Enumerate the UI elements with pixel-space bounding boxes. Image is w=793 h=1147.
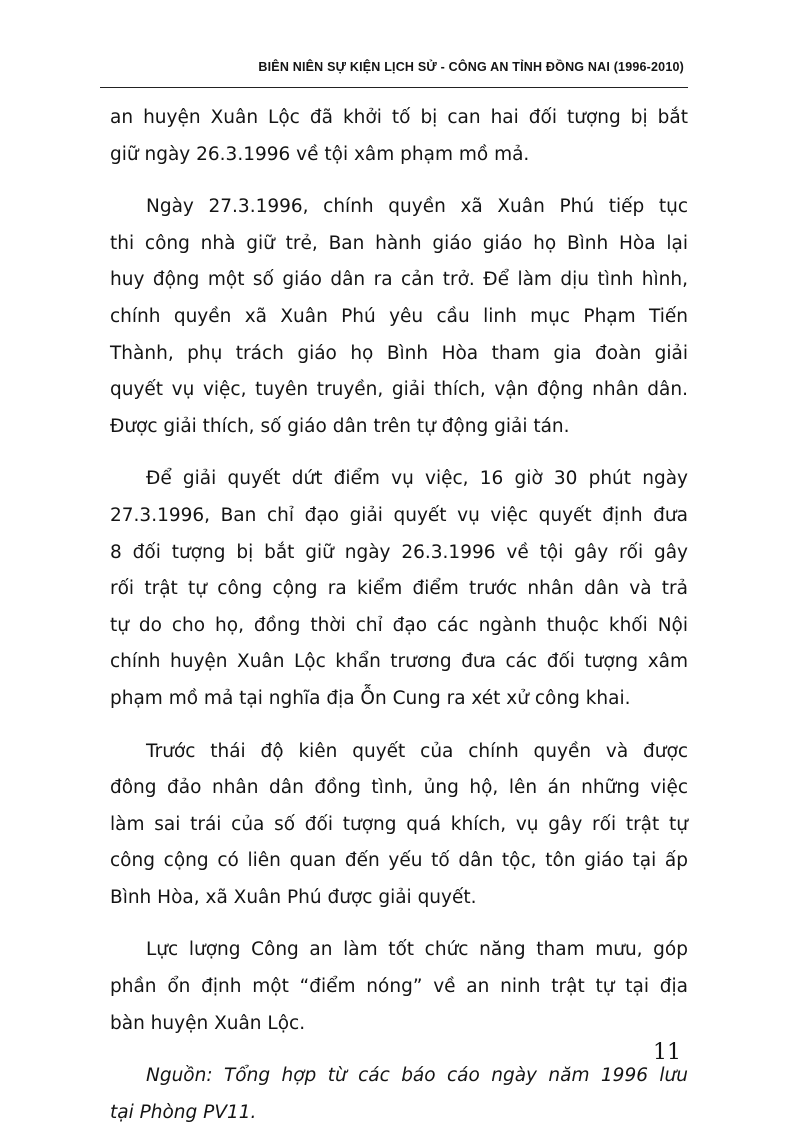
paragraph [110,734,688,917]
text-line: an huyện Xuân Lộc đã khởi tố bị can hai đối tượng bị bắt [110,107,688,128]
text-line: Trước thái độ kiên quyết của chính quyền và được [146,740,688,762]
text-line: bàn huyện Xuân Lộc. [110,1012,306,1034]
paragraph [110,932,688,1042]
text-line: Thành, phụ trách giáo họ Bình Hòa tham gia đoàn giải [110,342,688,364]
text-line: Bình Hòa, xã Xuân Phú được giải quyết. [110,886,477,908]
running-title: BIÊN NIÊN SỰ KIỆN LỊCH SỬ - CÔNG AN TỈNH ĐỒNG NAI (1996-2010) [258,60,684,74]
text-line: phạm mồ mả tại nghĩa địa Ỗn Cung ra xét xử công khai. [110,687,631,709]
paragraph [110,189,688,445]
running-header [100,58,688,88]
text-line: Nguồn: Tổng hợp từ các báo cáo ngày năm 1996 lưu [146,1065,688,1087]
text-line: công cộng có liên quan đến yếu tố dân tộc, tôn giáo tại ấp [110,850,688,872]
paragraph [110,461,688,717]
text-line: tự do cho họ, đồng thời chỉ đạo các ngành thuộc khối Nội [110,614,688,636]
source-note [110,1058,688,1131]
text-line: quyết vụ việc, tuyên truyền, giải thích, vận động nhân dân. [110,379,688,401]
page-body [110,100,688,1147]
text-line: Để giải quyết dứt điểm vụ việc, 16 giờ 30 phút ngày [146,468,688,490]
text-line: Lực lượng Công an làm tốt chức năng tham mưu, góp [146,939,688,961]
text-line: thi công nhà giữ trẻ, Ban hành giáo giáo họ Bình Hòa lại [110,232,688,254]
text-line: 8 đối tượng bị bắt giữ ngày 26.3.1996 về tội gây rối gây [110,541,688,563]
text-line: đông đảo nhân dân đồng tình, ủng hộ, lên án những việc [110,777,688,799]
page-number: 11 [653,1040,681,1065]
text-line: chính quyền xã Xuân Phú yêu cầu linh mục Phạm Tiến [110,305,688,327]
text-line: giữ ngày 26.3.1996 về tội xâm phạm mồ mả. [110,143,530,165]
text-line: phần ổn định một “điểm nóng” về an ninh trật tự tại địa [110,976,688,998]
text-line: 27.3.1996, Ban chỉ đạo giải quyết vụ việc quyết định đưa [110,504,688,526]
text-line: làm sai trái của số đối tượng quá khích, vụ gây rối trật tự [110,813,688,835]
text-line: tại Phòng PV11. [110,1101,257,1123]
text-line: chính huyện Xuân Lộc khẩn trương đưa các đối tượng xâm [110,651,688,673]
text-line: Ngày 27.3.1996, chính quyền xã Xuân Phú tiếp tục [146,196,688,218]
paragraph-continuation [110,100,688,173]
text-line: huy động một số giáo dân ra cản trở. Để làm dịu tình hình, [110,269,688,291]
text-line: rối trật tự công cộng ra kiểm điểm trước nhân dân và trả [110,578,688,600]
text-line: Được giải thích, số giáo dân trên tự động giải tán. [110,415,570,437]
